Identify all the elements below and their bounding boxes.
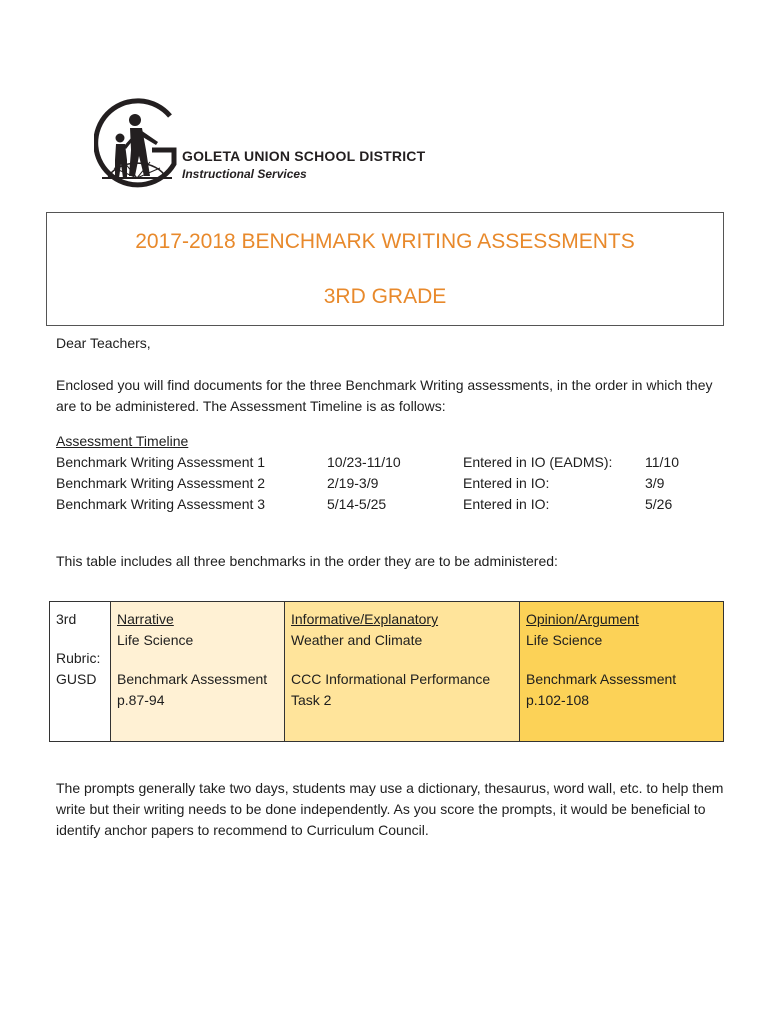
- topic-label: Weather and Climate: [291, 632, 423, 648]
- assessment-label: Benchmark Assessment: [526, 671, 677, 687]
- topic-label: Life Science: [117, 632, 194, 648]
- genre-label: Narrative: [117, 611, 174, 627]
- assessment-label: CCC Informational Performance: [291, 671, 491, 687]
- closing-paragraph: The prompts generally take two days, students may use a dictionary, thesaurus, word wall, etc. to help them write but their writing needs to be done independently. As you score the prompts, it would be beneficial to identify anchor papers to recommend to Curriculum Council.: [56, 780, 724, 838]
- timeline-heading: Assessment Timeline: [56, 433, 189, 449]
- assessment-dates: 5/14-5/25: [327, 496, 387, 512]
- genre-label: Informative/Explanatory: [291, 611, 439, 627]
- entered-label: Entered in IO:: [463, 496, 550, 512]
- timeline-row: [56, 452, 716, 473]
- assessment-pages: p.102-108: [526, 692, 590, 708]
- entry-due-date: 5/26: [645, 496, 673, 512]
- district-name: GOLETA UNION SCHOOL DISTRICT: [182, 148, 426, 164]
- entered-label: Entered in IO:: [463, 475, 550, 491]
- entered-label: Entered in IO (EADMS):: [463, 454, 613, 470]
- district-logo-icon: [94, 98, 180, 194]
- genre-label: Opinion/Argument: [526, 611, 639, 627]
- narrative-cell: [111, 602, 285, 742]
- assessment-timeline: [56, 431, 716, 515]
- district-logo: [94, 98, 426, 198]
- assessment-label: Benchmark Assessment: [117, 671, 268, 687]
- assessment-pages: Task 2: [291, 692, 332, 708]
- table-row: [50, 602, 724, 742]
- assessment-name: Benchmark Writing Assessment 3: [56, 496, 266, 512]
- assessment-dates: 10/23-11/10: [327, 454, 401, 470]
- intro-paragraph: Enclosed you will find documents for the three Benchmark Writing assessments, in the order in which they are to be administered. The Assessment Timeline is as follows:: [56, 377, 713, 414]
- grade-label: 3rd: [56, 611, 77, 627]
- rubric-label: Rubric:: [56, 650, 101, 666]
- topic-label: Life Science: [526, 632, 603, 648]
- informative-cell: [285, 602, 520, 742]
- rubric-value: GUSD: [56, 671, 97, 687]
- entry-due-date: 3/9: [645, 475, 665, 491]
- timeline-row: [56, 494, 716, 515]
- title-box: [46, 212, 724, 326]
- assessment-name: Benchmark Writing Assessment 1: [56, 454, 266, 470]
- assessment-dates: 2/19-3/9: [327, 475, 379, 491]
- grade-cell: [50, 602, 111, 742]
- document-title: 2017-2018 BENCHMARK WRITING ASSESSMENTS: [135, 230, 635, 253]
- table-intro: This table includes all three benchmarks in the order they are to be administered:: [56, 553, 558, 569]
- district-subtitle: Instructional Services: [182, 167, 307, 181]
- grade-title: 3RD GRADE: [323, 285, 447, 308]
- benchmark-table: [49, 601, 724, 742]
- timeline-row: [56, 473, 716, 494]
- salutation: Dear Teachers,: [56, 335, 151, 351]
- opinion-cell: [520, 602, 724, 742]
- assessment-name: Benchmark Writing Assessment 2: [56, 475, 266, 491]
- assessment-pages: p.87-94: [117, 692, 165, 708]
- entry-due-date: 11/10: [645, 454, 679, 470]
